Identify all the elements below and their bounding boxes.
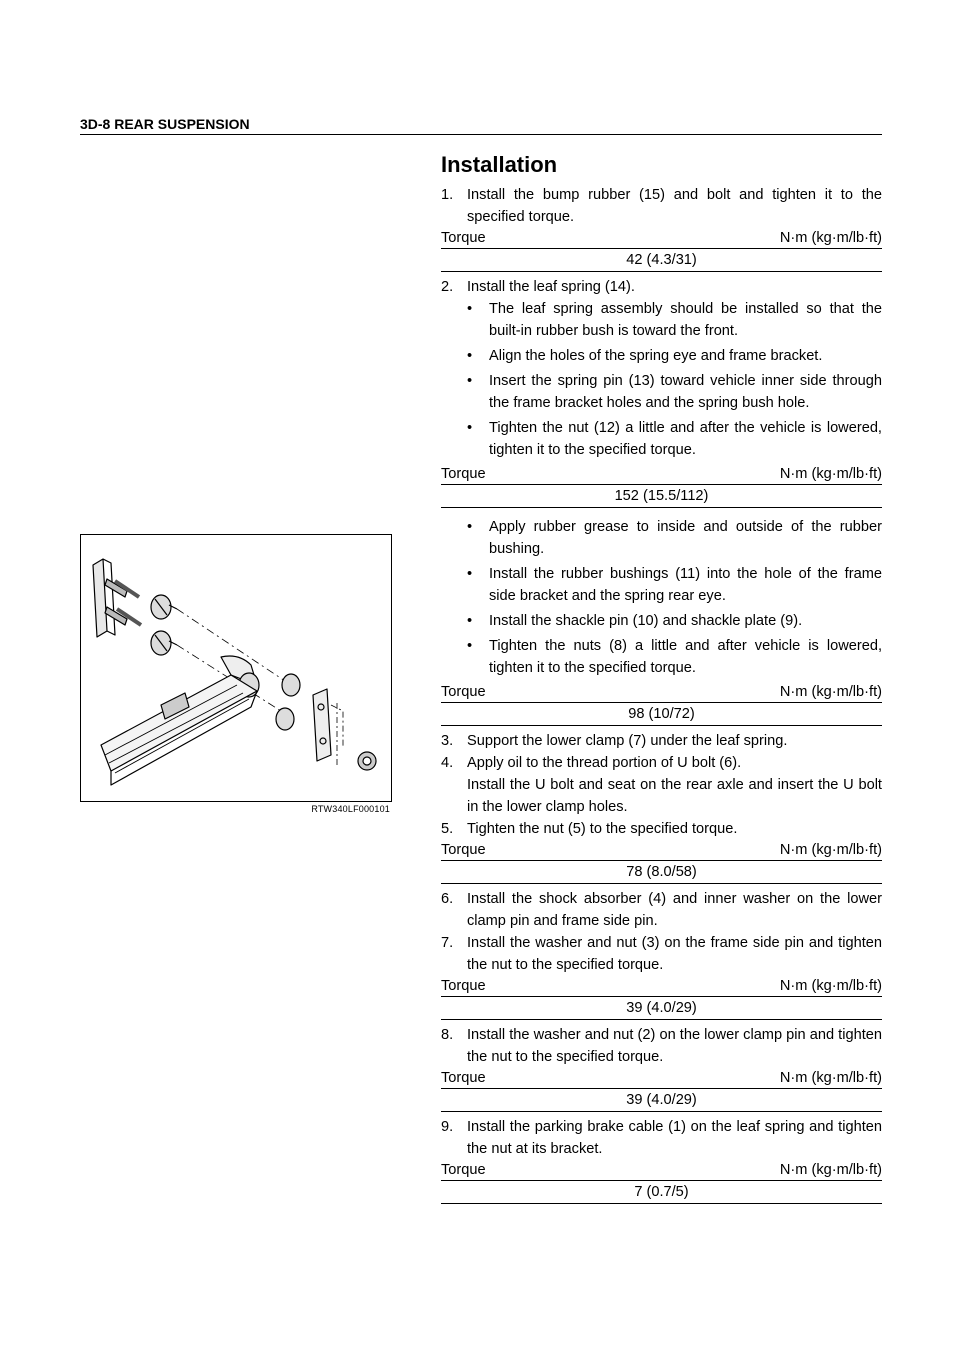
torque-unit: N·m (kg·m/lb·ft) bbox=[779, 230, 882, 246]
bullet-item: • Tighten the nut (12) a little and after the vehicle is lowered, tighten it to the specified torque. bbox=[467, 420, 882, 458]
torque-value: 39 (4.0/29) bbox=[441, 1089, 882, 1112]
section-title: Installation bbox=[441, 152, 558, 177]
step-3: 3. Support the lower clamp (7) under the leaf spring. bbox=[441, 733, 788, 749]
torque-label: Torque bbox=[441, 230, 486, 246]
step-7: 7. Install the washer and nut (3) on the frame side pin and tighten the nut to the specified torque. bbox=[441, 935, 882, 973]
page-header: 3D-8 REAR SUSPENSION bbox=[80, 116, 882, 135]
step-number: 1. bbox=[441, 187, 454, 203]
step-text: Install the leaf spring (14). bbox=[467, 279, 635, 295]
torque-value: 42 (4.3/31) bbox=[441, 249, 882, 272]
step-6: 6. Install the shock absorber (4) and inner washer on the lower clamp pin and frame side pin. bbox=[441, 891, 882, 929]
torque-label: Torque bbox=[441, 684, 486, 700]
torque-unit: N·m (kg·m/lb·ft) bbox=[779, 466, 882, 482]
torque-label: Torque bbox=[441, 466, 486, 482]
torque-header bbox=[441, 682, 882, 703]
figure-caption: RTW340LF000101 bbox=[311, 804, 390, 814]
torque-value: 152 (15.5/112) bbox=[441, 485, 882, 508]
torque-value: 39 (4.0/29) bbox=[441, 997, 882, 1020]
torque-header: Torque N·m (kg·m/lb·ft) bbox=[441, 976, 882, 997]
bullet-item: • Align the holes of the spring eye and frame bracket. bbox=[467, 348, 823, 364]
step-number: 2. bbox=[441, 279, 454, 295]
torque-header: Torque N·m (kg·m/lb·ft) bbox=[441, 840, 882, 861]
step-4: 4. Apply oil to the thread portion of U bolt (6). bbox=[441, 755, 742, 771]
bullet-item: • The leaf spring assembly should be installed so that the built-in rubber bush is toward the front. bbox=[467, 301, 882, 339]
step-1 bbox=[441, 184, 882, 228]
step-9: 9. Install the parking brake cable (1) on the leaf spring and tighten the nut at its bracket. bbox=[441, 1119, 882, 1157]
bullet-item: • Apply rubber grease to inside and outside of the rubber bushing. bbox=[467, 519, 882, 557]
bullet-item: • Insert the spring pin (13) toward vehicle inner side through the frame bracket holes and the spring bush hole. bbox=[467, 373, 882, 411]
torque-header: Torque N·m (kg·m/lb·ft) bbox=[441, 1068, 882, 1089]
torque-unit: N·m (kg·m/lb·ft) bbox=[779, 684, 882, 700]
step-5: 5. Tighten the nut (5) to the specified torque. bbox=[441, 821, 738, 837]
bullet-item: • Install the rubber bushings (11) into the hole of the frame side bracket and the spring rear eye. bbox=[467, 566, 882, 604]
torque-header: Torque N·m (kg·m/lb·ft) bbox=[441, 1160, 882, 1181]
torque-value: 7 (0.7/5) bbox=[441, 1181, 882, 1204]
step-2 bbox=[441, 276, 882, 298]
leaf-spring-illustration bbox=[81, 535, 391, 801]
step-4-detail: Install the U bolt and seat on the rear axle and insert the U bolt in the lower clamp holes. bbox=[467, 777, 882, 815]
bullet-item: • Install the shackle pin (10) and shackle plate (9). bbox=[467, 613, 803, 629]
leaf-spring-exploded-diagram bbox=[80, 534, 392, 802]
installation-section bbox=[441, 150, 882, 1208]
bullet-item: • Tighten the nuts (8) a little and after vehicle is lowered, tighten it to the specified torque. bbox=[467, 638, 882, 676]
step-8: 8. Install the washer and nut (2) on the lower clamp pin and tighten the nut to the specified torque. bbox=[441, 1027, 882, 1065]
torque-value: 98 (10/72) bbox=[441, 703, 882, 726]
torque-value: 78 (8.0/58) bbox=[441, 861, 882, 884]
torque-header bbox=[441, 228, 882, 249]
torque-header bbox=[441, 464, 882, 485]
step-text: Install the bump rubber (15) and bolt and tighten it to the specified torque. bbox=[467, 187, 882, 225]
